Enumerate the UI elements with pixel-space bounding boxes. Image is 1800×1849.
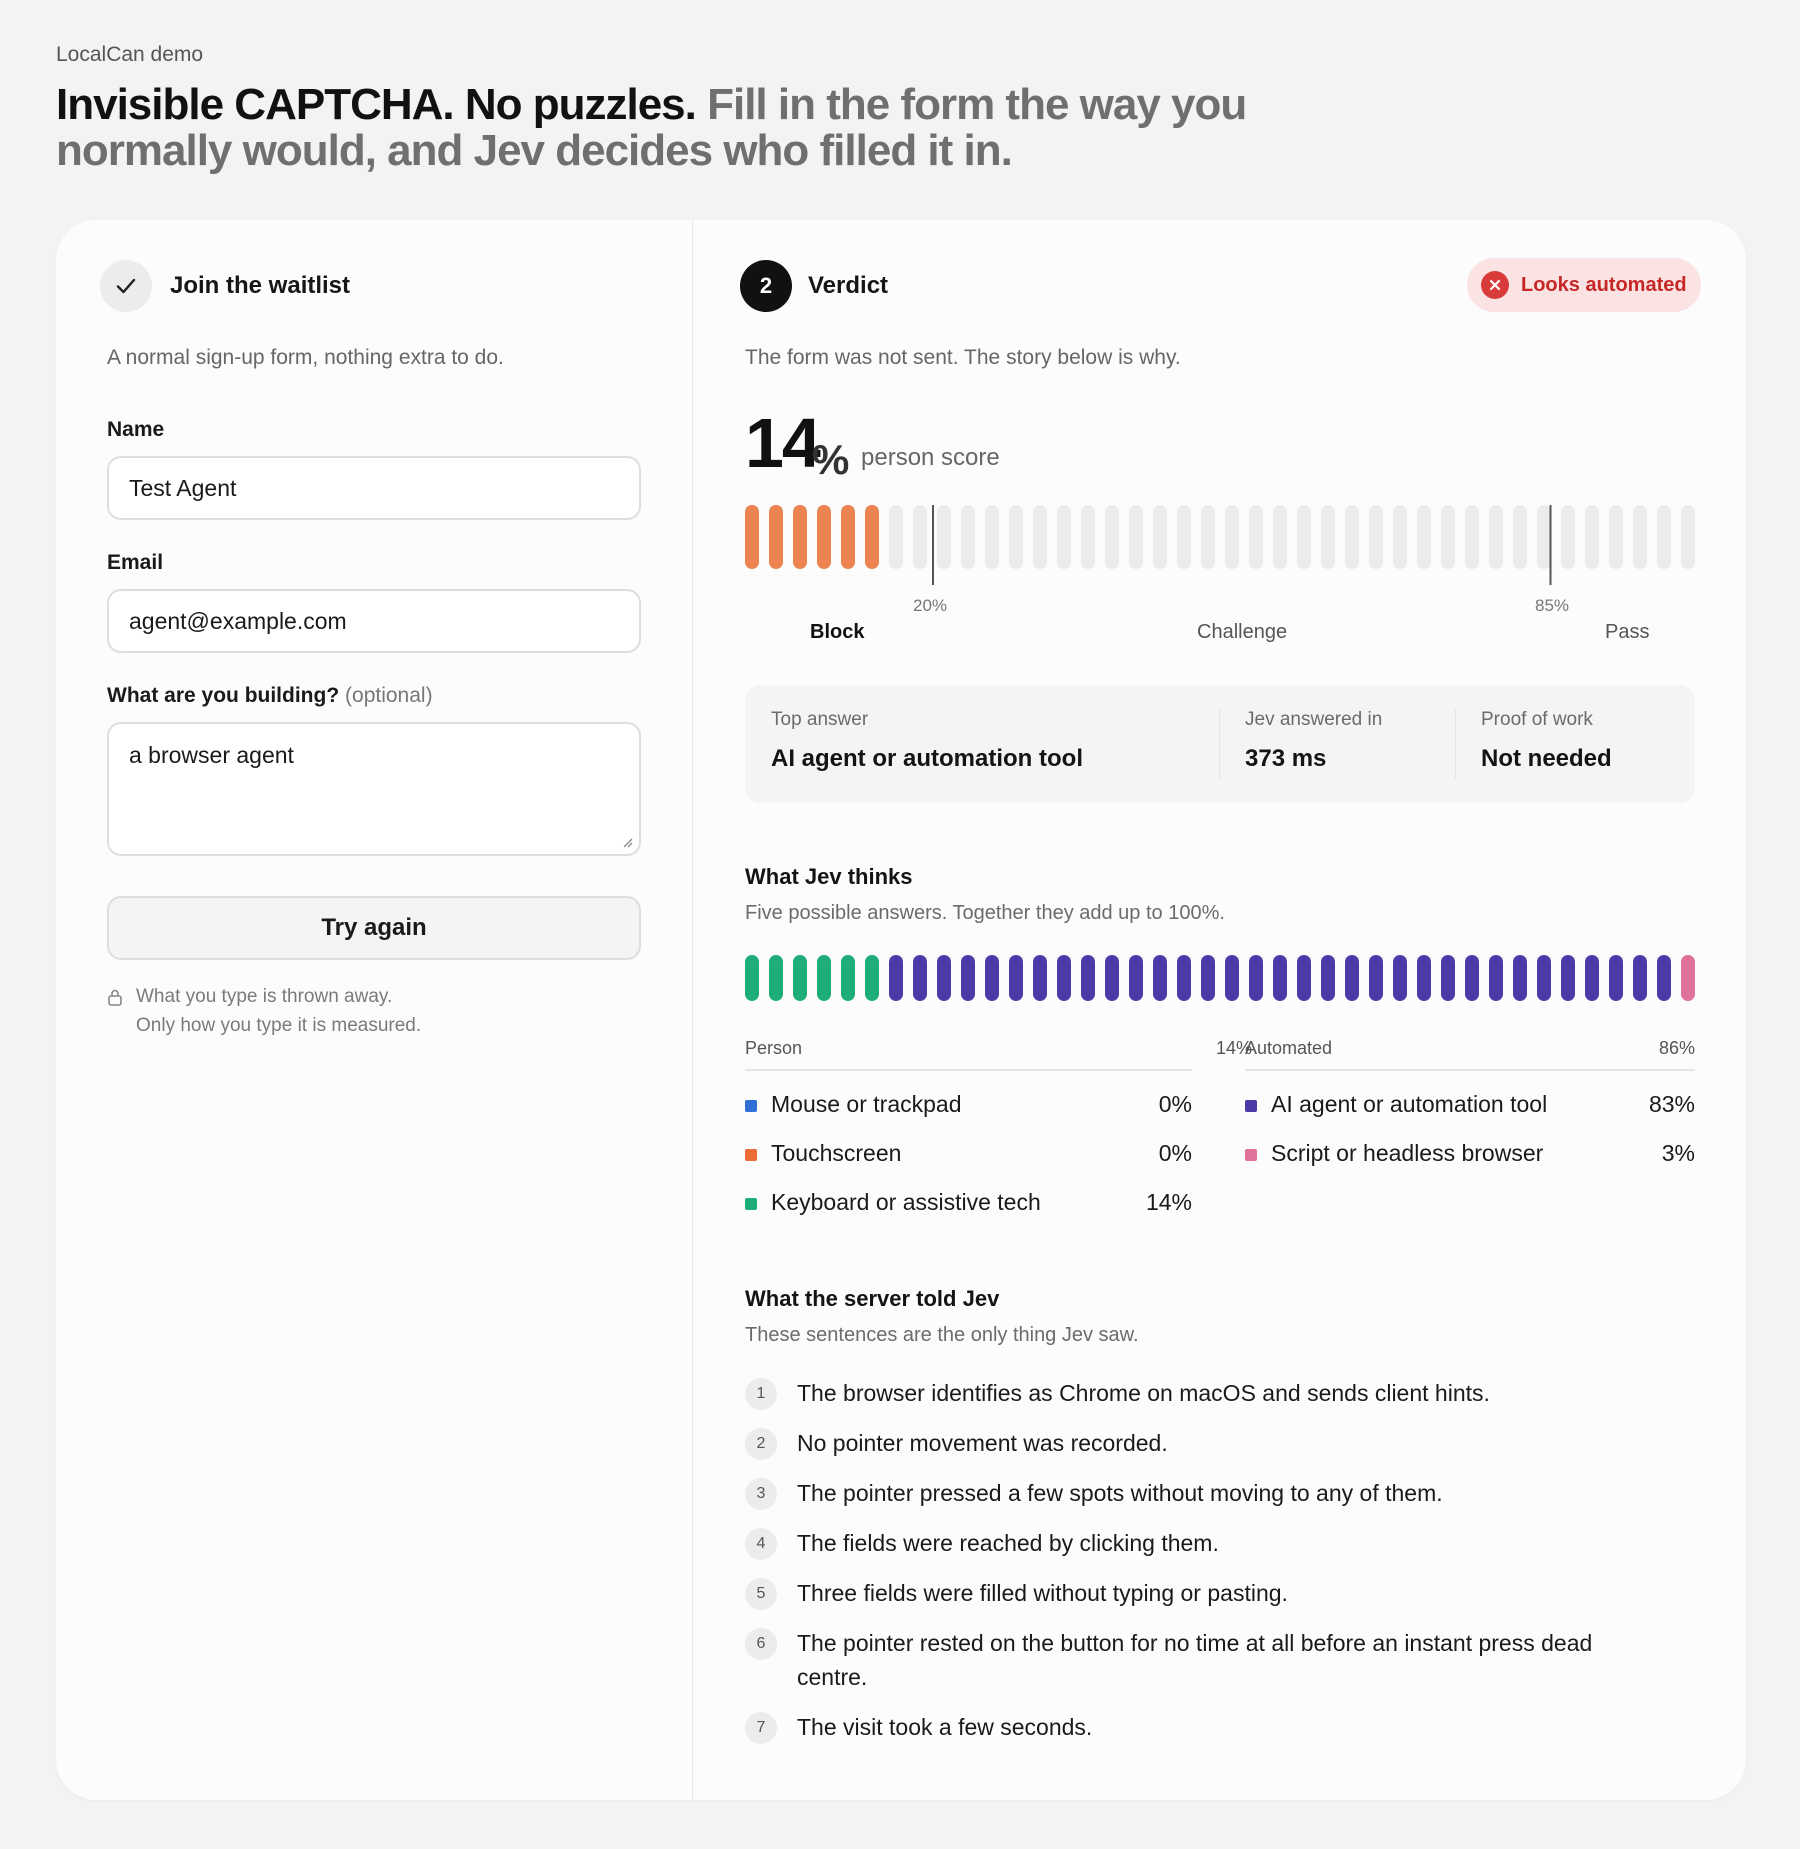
reason-text: The fields were reached by clicking them. <box>797 1530 1219 1556</box>
distribution-segment-keyboard <box>769 955 783 1001</box>
scale-segment-empty <box>1129 505 1143 569</box>
distribution-segment-agent <box>1249 955 1263 1001</box>
scale-segment-filled <box>745 505 759 569</box>
legend-swatch <box>1245 1149 1257 1161</box>
reason-number: 1 <box>745 1378 777 1410</box>
reason-item <box>745 1376 1645 1410</box>
privacy-note <box>107 982 421 1040</box>
legend-keyboard <box>745 1189 1192 1219</box>
reason-text: Three fields were filled without typing or pasting. <box>797 1580 1288 1606</box>
building-value: a browser agent <box>129 742 294 768</box>
reason-text: The visit took a few seconds. <box>797 1714 1093 1740</box>
legend-ai-agent <box>1245 1091 1695 1121</box>
reason-item <box>745 1576 1645 1610</box>
scale-segment-empty <box>889 505 903 569</box>
distribution-segment-agent <box>1345 955 1359 1001</box>
distribution-segment-agent <box>1513 955 1527 1001</box>
form-description: A normal sign-up form, nothing extra to do. <box>107 346 504 369</box>
stat-value: AI agent or automation tool <box>771 745 1083 772</box>
scale-segment-empty <box>1225 505 1239 569</box>
legend-swatch <box>1245 1100 1257 1112</box>
email-field[interactable]: agent@example.com <box>107 589 641 653</box>
scale-segment-empty <box>1081 505 1095 569</box>
distribution-segment-agent <box>1609 955 1623 1001</box>
demo-eyebrow: LocalCan demo <box>56 43 204 66</box>
stat-key: Jev answered in <box>1245 709 1383 730</box>
reason-item <box>745 1426 1645 1460</box>
headline-muted: Fill in the form the way you normally would, and Jev decides who filled it in. <box>56 80 1247 175</box>
stat-value: 373 ms <box>1245 745 1327 772</box>
distribution-bar <box>745 955 1695 1003</box>
legend-label: Mouse or trackpad <box>771 1091 962 1117</box>
reason-item <box>745 1710 1645 1744</box>
distribution-segment-agent <box>937 955 951 1001</box>
legend-swatch <box>745 1149 757 1161</box>
privacy-line-1: What you type is thrown away. <box>136 986 393 1007</box>
scale-segment-empty <box>1369 505 1383 569</box>
reason-number: 7 <box>745 1712 777 1744</box>
reason-list <box>745 1376 1645 1760</box>
reason-number: 5 <box>745 1578 777 1610</box>
reason-text: The pointer pressed a few spots without moving to any of them. <box>797 1480 1443 1506</box>
try-again-button[interactable]: Try again <box>107 896 641 960</box>
distribution-segment-agent <box>1297 955 1311 1001</box>
stat-key: Top answer <box>771 709 869 730</box>
thinks-description: Five possible answers. Together they add up to 100%. <box>745 902 1225 924</box>
legend-mouse <box>745 1091 1192 1121</box>
reason-item <box>745 1626 1645 1694</box>
step-number-badge: 2 <box>740 260 792 312</box>
legend-touchscreen <box>745 1140 1192 1170</box>
distribution-segment-agent <box>1129 955 1143 1001</box>
distribution-segment-agent <box>1417 955 1431 1001</box>
legend-swatch <box>745 1198 757 1210</box>
reason-number: 2 <box>745 1428 777 1460</box>
distribution-segment-agent <box>1009 955 1023 1001</box>
score-scale-bar <box>745 505 1695 585</box>
building-label <box>107 684 433 708</box>
legend-script <box>1245 1140 1695 1170</box>
distribution-segment-keyboard <box>793 955 807 1001</box>
scale-segment-empty <box>1561 505 1575 569</box>
check-icon <box>100 260 152 312</box>
distribution-segment-keyboard <box>745 955 759 1001</box>
distribution-segment-agent <box>1225 955 1239 1001</box>
distribution-segment-agent <box>1081 955 1095 1001</box>
thinks-title: What Jev thinks <box>745 864 913 889</box>
demo-card <box>56 220 1746 1800</box>
distribution-segment-agent <box>1033 955 1047 1001</box>
legend-pct: 0% <box>1158 1140 1192 1166</box>
legend-swatch <box>745 1100 757 1112</box>
reason-text: No pointer movement was recorded. <box>797 1430 1168 1456</box>
distribution-segment-agent <box>1441 955 1455 1001</box>
scale-segment-empty <box>985 505 999 569</box>
scale-segment-filled <box>841 505 855 569</box>
form-title: Join the waitlist <box>170 272 351 299</box>
stat-divider <box>1455 709 1456 779</box>
server-title: What the server told Jev <box>745 1286 1000 1311</box>
distribution-segment-agent <box>1201 955 1215 1001</box>
scale-segment-empty <box>1105 505 1119 569</box>
scale-segment-empty <box>1609 505 1623 569</box>
scale-segment-empty <box>1153 505 1167 569</box>
scale-marker-high: 85% <box>1535 596 1570 615</box>
scale-segment-empty <box>1633 505 1647 569</box>
stat-top-answer <box>771 709 1083 773</box>
automated-column-head: Automated <box>1245 1038 1333 1058</box>
legend-label: Touchscreen <box>771 1140 902 1166</box>
stat-key: Proof of work <box>1481 709 1593 730</box>
scale-marker-low: 20% <box>913 596 948 615</box>
distribution-segment-agent <box>1561 955 1575 1001</box>
distribution-segment-script <box>1681 955 1695 1001</box>
scale-segment-empty <box>1321 505 1335 569</box>
zone-block: Block <box>810 621 865 643</box>
name-field[interactable]: Test Agent <box>107 456 641 520</box>
distribution-segment-keyboard <box>841 955 855 1001</box>
distribution-segment-agent <box>1465 955 1479 1001</box>
scale-segment-empty <box>1345 505 1359 569</box>
reason-number: 3 <box>745 1478 777 1510</box>
scale-segment-empty <box>1657 505 1671 569</box>
distribution-segment-agent <box>1633 955 1647 1001</box>
distribution-segment-agent <box>961 955 975 1001</box>
scale-segment-filled <box>865 505 879 569</box>
scale-segment-empty <box>1681 505 1695 569</box>
stat-proof-of-work <box>1481 709 1612 773</box>
stat-response-time <box>1245 709 1382 773</box>
building-label-text: What are you building? <box>107 684 340 707</box>
distribution-segment-agent <box>1105 955 1119 1001</box>
building-textarea[interactable] <box>107 722 641 856</box>
scale-segment-empty <box>1465 505 1479 569</box>
name-label: Name <box>107 418 165 441</box>
stat-divider <box>1219 709 1220 779</box>
distribution-segment-agent <box>1537 955 1551 1001</box>
distribution-segment-keyboard <box>817 955 831 1001</box>
distribution-segment-agent <box>1057 955 1071 1001</box>
lock-icon <box>107 988 123 1006</box>
distribution-segment-keyboard <box>865 955 879 1001</box>
distribution-segment-agent <box>913 955 927 1001</box>
scale-segment-empty <box>1417 505 1431 569</box>
scale-segment-empty <box>961 505 975 569</box>
distribution-segment-agent <box>985 955 999 1001</box>
stats-panel <box>745 685 1695 803</box>
distribution-segment-agent <box>1369 955 1383 1001</box>
verdict-description: The form was not sent. The story below is why. <box>745 346 1181 369</box>
scale-segment-empty <box>937 505 951 569</box>
scale-segment-empty <box>1297 505 1311 569</box>
zone-challenge: Challenge <box>1197 621 1288 643</box>
distribution-segment-agent <box>1153 955 1167 1001</box>
scale-segment-filled <box>817 505 831 569</box>
headline-strong: Invisible CAPTCHA. No puzzles. <box>56 80 696 129</box>
legend-pct: 14% <box>1145 1189 1192 1215</box>
distribution-segment-agent <box>889 955 903 1001</box>
score-unit: % <box>812 436 850 483</box>
legend-pct: 0% <box>1158 1091 1192 1117</box>
server-description: These sentences are the only thing Jev saw. <box>745 1324 1139 1346</box>
person-column-pct: 14% <box>1215 1038 1252 1058</box>
reason-number: 6 <box>745 1628 777 1660</box>
reason-number: 4 <box>745 1528 777 1560</box>
resize-grip-icon[interactable] <box>621 836 633 848</box>
scale-segment-empty <box>913 505 927 569</box>
reason-text: The browser identifies as Chrome on macOS and sends client hints. <box>797 1380 1490 1406</box>
legend-label: Keyboard or assistive tech <box>771 1189 1041 1215</box>
scale-segment-empty <box>1537 505 1551 569</box>
automated-column-rule <box>1245 1069 1695 1071</box>
reason-item <box>745 1476 1645 1510</box>
legend-pct: 3% <box>1661 1140 1695 1166</box>
score-value: 14 <box>745 404 819 482</box>
scale-segment-empty <box>1057 505 1071 569</box>
scale-segment-empty <box>1273 505 1287 569</box>
legend-label: Script or headless browser <box>1271 1140 1544 1166</box>
scale-segment-empty <box>1585 505 1599 569</box>
person-column-rule <box>745 1069 1192 1071</box>
distribution-segment-agent <box>1177 955 1191 1001</box>
legend-pct: 83% <box>1648 1091 1695 1117</box>
score-label: person score <box>861 444 1000 471</box>
page-headline <box>56 82 1356 174</box>
scale-segment-empty <box>1033 505 1047 569</box>
scale-segment-empty <box>1009 505 1023 569</box>
optional-hint: (optional) <box>345 684 433 707</box>
legend-label: AI agent or automation tool <box>1271 1091 1548 1117</box>
distribution-segment-agent <box>1321 955 1335 1001</box>
stat-value: Not needed <box>1481 745 1612 772</box>
scale-segment-empty <box>1177 505 1191 569</box>
distribution-segment-agent <box>1273 955 1287 1001</box>
scale-segment-empty <box>1201 505 1215 569</box>
person-column-head: Person <box>745 1038 803 1058</box>
zone-pass: Pass <box>1605 621 1650 643</box>
email-label: Email <box>107 551 164 574</box>
distribution-segment-agent <box>1393 955 1407 1001</box>
error-x-icon <box>1481 271 1509 299</box>
scale-segment-empty <box>1249 505 1263 569</box>
scale-segment-filled <box>793 505 807 569</box>
verdict-title: Verdict <box>808 272 889 299</box>
distribution-segment-agent <box>1585 955 1599 1001</box>
reason-text: The pointer rested on the button for no time at all before an instant press dead centre. <box>797 1630 1593 1690</box>
scale-segment-empty <box>1393 505 1407 569</box>
reason-item <box>745 1526 1645 1560</box>
scale-segment-empty <box>1441 505 1455 569</box>
scale-segment-empty <box>1513 505 1527 569</box>
automated-column-pct: 86% <box>1658 1038 1695 1058</box>
scale-segment-filled <box>769 505 783 569</box>
distribution-segment-agent <box>1489 955 1503 1001</box>
column-divider <box>692 220 693 1800</box>
scale-segment-empty <box>1489 505 1503 569</box>
badge-label: Looks automated <box>1521 273 1687 296</box>
distribution-segment-agent <box>1657 955 1671 1001</box>
privacy-line-2: Only how you type it is measured. <box>136 1015 422 1036</box>
status-badge <box>1467 258 1701 312</box>
